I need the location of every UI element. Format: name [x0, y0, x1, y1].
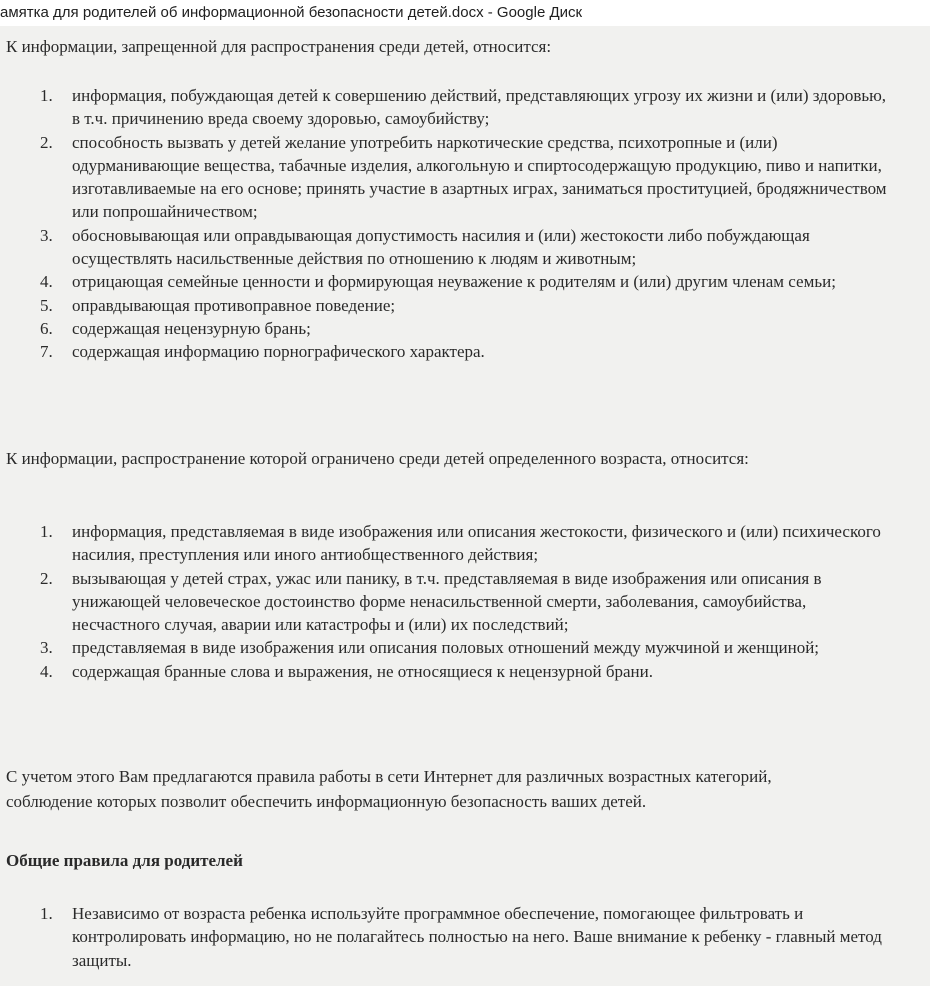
rules-intro: С учетом этого Вам предлагаются правила работы в сети Интернет для различных возрастных категорий, соблюдение которых позволит обеспечить информационную безопасность ваших детей.	[6, 767, 772, 811]
list-item	[0, 294, 892, 317]
list-item	[0, 636, 892, 659]
list-item-number: 3.	[40, 638, 53, 658]
list-item-text: информация, представляемая в виде изображения или описания жестокости, физического и (или) психического насилия, преступления или иного антиобщественного действия;	[72, 522, 881, 565]
list-item	[0, 567, 892, 637]
list-item-text: способность вызвать у детей желание употребить наркотические средства, психотропные и (или) одурманивающие вещества, табачные изделия, алкогольную и спиртосодержащую продукцию, пиво и напитки, изготавливаемые на его основе; принять участие в азартных играх, заниматься проституцией, бродяжничеством или попрошайничеством;	[72, 132, 887, 222]
list-item-number: 1.	[40, 904, 53, 923]
list-item-text: отрицающая семейные ценности и формирующая неуважение к родителям и (или) другим членам семьи;	[72, 272, 836, 292]
list-item-number: 7.	[40, 342, 53, 362]
section-heading: Общие правила для родителей	[6, 851, 243, 870]
list-item	[0, 660, 892, 683]
list-item-number: 6.	[40, 318, 53, 338]
list-item-number: 2.	[40, 132, 53, 152]
list-item-number: 4.	[40, 661, 53, 681]
list-item-number: 3.	[40, 225, 53, 245]
list-item	[0, 340, 892, 363]
list-item	[0, 317, 892, 340]
intro-prohibited: К информации, запрещенной для распространения среди детей, относится:	[6, 37, 552, 56]
list-item-text: представляемая в виде изображения или описания половых отношений между мужчиной и женщиной;	[72, 638, 820, 658]
restricted-list	[0, 520, 892, 683]
list-item	[0, 131, 892, 224]
list-item-number: 1.	[40, 86, 53, 105]
list-item-text: оправдывающая противоправное поведение;	[72, 295, 396, 315]
window-title-bar	[0, 0, 930, 26]
list-item-text: содержащая нецензурную брань;	[72, 318, 311, 338]
general-rules-list	[0, 902, 892, 972]
list-item	[0, 520, 892, 567]
list-item	[0, 84, 892, 131]
list-item	[0, 270, 892, 293]
list-item	[0, 902, 892, 972]
list-item-text: информация, побуждающая детей к совершению действий, представляющих угрозу их жизни и (или) здоровью, в т.ч. причинению вреда своему здоровью, самоубийству;	[72, 86, 887, 129]
list-item-text: содержащая информацию порнографического характера.	[72, 342, 485, 362]
intro-restricted: К информации, распространение которой ограничено среди детей определенного возраста, относится:	[6, 449, 749, 468]
list-item-text: обосновывающая или оправдывающая допустимость насилия и (или) жестокости либо побуждающая осуществлять насильственные действия по отношению к людям и животным;	[72, 225, 810, 269]
list-item-text: содержащая бранные слова и выражения, не относящиеся к нецензурной брани.	[72, 661, 653, 681]
list-item-number: 2.	[40, 568, 53, 588]
prohibited-list	[0, 84, 892, 364]
list-item-number: 4.	[40, 272, 53, 292]
list-item-number: 1.	[40, 522, 53, 541]
window-title: амятка для родителей об информационной безопасности детей.docx - Google Диск	[0, 4, 583, 21]
document-scan	[0, 26, 930, 986]
list-item-text: вызывающая у детей страх, ужас или панику, в т.ч. представляемая в виде изображения или описания в унижающей человеческое достоинство форме ненасильственной смерти, заболевания, самоубийства, несчастного случая, аварии или катастрофы и (или) их последствий;	[72, 568, 822, 635]
list-item-text: Независимо от возраста ребенка используйте программное обеспечение, помогающее фильтровать и контролировать информацию, но не полагайтесь полностью на него. Ваше внимание к ребенку - главный метод защиты.	[72, 904, 882, 970]
list-item	[0, 224, 892, 271]
list-item-number: 5.	[40, 295, 53, 315]
